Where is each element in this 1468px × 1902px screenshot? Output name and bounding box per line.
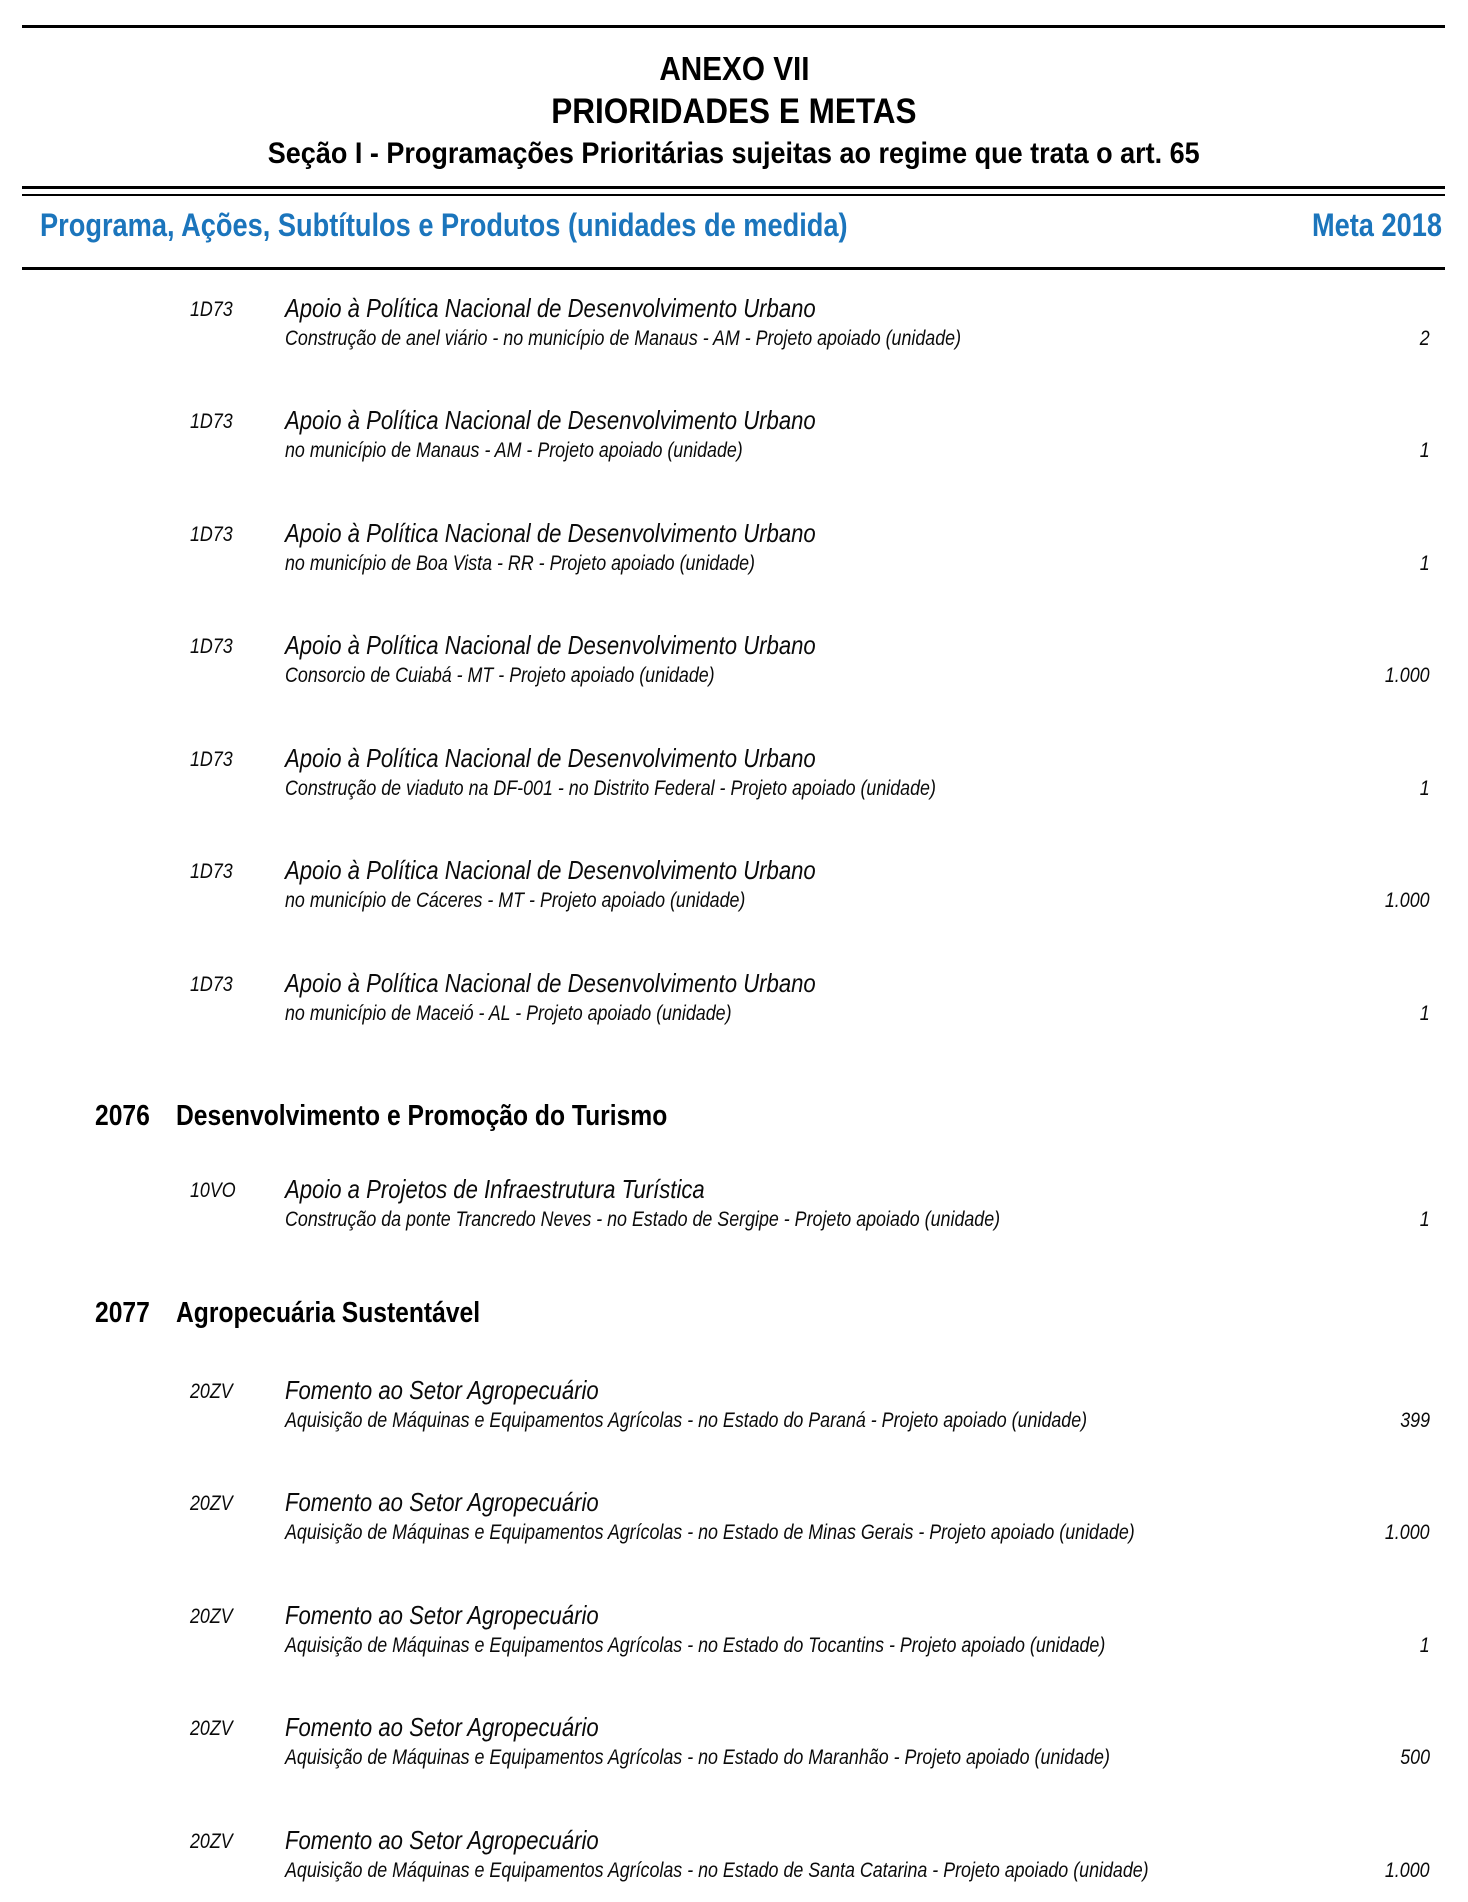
annex-subtitle-text: PRIORIDADES E METAS [551, 92, 917, 131]
meta-value [1377, 663, 1430, 689]
subtitle-row [0, 663, 1468, 689]
action-title-text: Apoio à Política Nacional de Desenvolvimento Urbano [285, 293, 816, 323]
action-code-text: 1D73 [190, 748, 233, 771]
meta-value-text: 1.000 [1385, 1521, 1430, 1544]
action-code [190, 298, 240, 322]
action-code [190, 1380, 240, 1404]
subtitle-text-inner: Construção de anel viário - no município de Manaus - AM - Projeto apoiado (unidade) [285, 327, 962, 350]
annex-title [0, 50, 1468, 88]
action-code-text: 1D73 [190, 298, 233, 321]
action-title-text: Apoio à Política Nacional de Desenvolvimento Urbano [285, 968, 816, 998]
meta-value-text: 399 [1400, 1409, 1430, 1432]
subtitle-text [285, 663, 790, 689]
subtitle-row [0, 1207, 1468, 1233]
action-title-text: Fomento ao Setor Agropecuário [285, 1712, 599, 1742]
subtitle-text-inner: Construção da ponte Trancredo Neves - no Estado de Sergipe - Projeto apoiado (unidade) [285, 1208, 1001, 1231]
action-title [285, 743, 909, 773]
action-title-text: Apoio a Projetos de Infraestrutura Turística [285, 1174, 705, 1204]
subtitle-text [285, 551, 838, 577]
action-code [190, 1717, 240, 1741]
action-title [285, 1174, 779, 1204]
columns-header-right: Meta 2018 [1311, 207, 1442, 243]
subtitle-text [285, 438, 824, 464]
meta-value [1418, 438, 1430, 464]
subtitle-row [0, 326, 1468, 352]
program-code [95, 1297, 160, 1329]
action-code [190, 973, 240, 997]
action-title-text: Apoio à Política Nacional de Desenvolvimento Urbano [285, 518, 816, 548]
subtitle-text-inner: Aquisição de Máquinas e Equipamentos Agrícolas - no Estado do Tocantins - Projeto apoiado (unidade) [285, 1634, 1106, 1657]
subtitle-text-inner: Aquisição de Máquinas e Equipamentos Agrícolas - no Estado do Paraná - Projeto apoiado (unidade) [285, 1409, 1088, 1432]
section-caption-text: Seção I - Programações Prioritárias sujeitas ao regime que trata o art. 65 [268, 137, 1200, 170]
action-title [285, 1712, 654, 1742]
action-title [285, 1487, 654, 1517]
subtitle-row [0, 1408, 1468, 1434]
program-code [95, 1100, 160, 1132]
subtitle-text [285, 776, 1051, 802]
action-title-text: Apoio à Política Nacional de Desenvolvimento Urbano [285, 630, 816, 660]
action-title-text: Fomento ao Setor Agropecuário [285, 1375, 599, 1405]
action-title [285, 1600, 654, 1630]
action-code [190, 1605, 240, 1629]
subtitle-text-inner: no município de Boa Vista - RR - Projeto apoiado (unidade) [285, 552, 755, 575]
subtitle-row [0, 1858, 1468, 1884]
program-code-text: 2076 [95, 1100, 150, 1132]
action-code-text: 1D73 [190, 523, 233, 546]
meta-value [1395, 1408, 1430, 1434]
subtitle-text [285, 1207, 1126, 1233]
subtitle-text [285, 1858, 1301, 1884]
meta-value-text: 1.000 [1385, 1859, 1430, 1882]
action-code [190, 523, 240, 547]
columns-header [40, 207, 1442, 244]
meta-value [1418, 1001, 1430, 1027]
meta-value-text: 1.000 [1385, 889, 1430, 912]
subtitle-text [285, 1520, 1285, 1546]
meta-value [1395, 1745, 1430, 1771]
action-title [285, 968, 909, 998]
subtitle-text [285, 888, 827, 914]
action-title [285, 405, 909, 435]
action-code-text: 10VO [190, 1179, 236, 1202]
meta-value-text: 500 [1400, 1746, 1430, 1769]
meta-value-text: 1 [1420, 439, 1430, 462]
program-label [176, 1100, 754, 1132]
program-label-text: Agropecuária Sustentável [176, 1297, 481, 1329]
subtitle-row [0, 1745, 1468, 1771]
program-label-text: Desenvolvimento e Promoção do Turismo [176, 1100, 668, 1132]
annex-title-text: ANEXO VII [658, 50, 810, 87]
meta-value-text: 1 [1420, 1208, 1430, 1231]
meta-value [1418, 776, 1430, 802]
subtitle-row [0, 776, 1468, 802]
action-code-text: 20ZV [190, 1830, 233, 1853]
subtitle-row [0, 1001, 1468, 1027]
action-code [190, 860, 240, 884]
subtitle-text-inner: no município de Maceió - AL - Projeto apoiado (unidade) [285, 1002, 732, 1025]
meta-value [1418, 326, 1430, 352]
subtitle-text-inner: Consorcio de Cuiabá - MT - Projeto apoiado (unidade) [285, 664, 715, 687]
top-rule [22, 25, 1445, 28]
action-code-text: 1D73 [190, 635, 233, 658]
action-title-text: Fomento ao Setor Agropecuário [285, 1487, 599, 1517]
meta-value [1418, 551, 1430, 577]
annex-subtitle [0, 92, 1468, 132]
subtitle-row [0, 1633, 1468, 1659]
double-rule [22, 186, 1445, 196]
meta-value [1377, 888, 1430, 914]
meta-value [1418, 1207, 1430, 1233]
action-code [190, 1830, 240, 1854]
action-code [190, 1492, 240, 1516]
subtitle-text-inner: no município de Manaus - AM - Projeto apoiado (unidade) [285, 439, 743, 462]
columns-header-rule [22, 267, 1445, 270]
meta-value-text: 1 [1420, 552, 1430, 575]
subtitle-text-inner: Aquisição de Máquinas e Equipamentos Agrícolas - no Estado do Maranhão - Projeto apoiado (unidade) [285, 1746, 1110, 1769]
subtitle-row [0, 1520, 1468, 1546]
action-code [190, 1179, 244, 1203]
action-code [190, 748, 240, 772]
section-caption [0, 137, 1468, 171]
action-title [285, 518, 909, 548]
action-title [285, 1375, 654, 1405]
action-title-text: Apoio à Política Nacional de Desenvolvimento Urbano [285, 855, 816, 885]
program-code-text: 2077 [95, 1297, 150, 1329]
action-code [190, 635, 240, 659]
action-title-text: Apoio à Política Nacional de Desenvolvimento Urbano [285, 405, 816, 435]
action-title-text: Fomento ao Setor Agropecuário [285, 1600, 599, 1630]
meta-value-text: 2 [1420, 327, 1430, 350]
subtitle-text [285, 1408, 1229, 1434]
action-title [285, 855, 909, 885]
program-label [176, 1297, 534, 1329]
subtitle-text-inner: Aquisição de Máquinas e Equipamentos Agrícolas - no Estado de Santa Catarina - Projeto apoiado (unidade) [285, 1859, 1149, 1882]
action-title-text: Apoio à Política Nacional de Desenvolvimento Urbano [285, 743, 816, 773]
action-title [285, 630, 909, 660]
action-title-text: Fomento ao Setor Agropecuário [285, 1825, 599, 1855]
action-code-text: 20ZV [190, 1605, 233, 1628]
subtitle-text [285, 326, 1080, 352]
subtitle-text-inner: Aquisição de Máquinas e Equipamentos Agrícolas - no Estado de Minas Gerais - Projeto apoiado (unidade) [285, 1521, 1135, 1544]
subtitle-text [285, 1633, 1250, 1659]
subtitle-text [285, 1745, 1256, 1771]
meta-value-text: 1 [1420, 1634, 1430, 1657]
action-code-text: 1D73 [190, 973, 233, 996]
meta-value-text: 1.000 [1385, 664, 1430, 687]
action-code [190, 410, 240, 434]
action-code-text: 20ZV [190, 1492, 233, 1515]
subtitle-row [0, 551, 1468, 577]
action-code-text: 20ZV [190, 1380, 233, 1403]
action-code-text: 1D73 [190, 410, 233, 433]
meta-value-text: 1 [1420, 777, 1430, 800]
action-code-text: 20ZV [190, 1717, 233, 1740]
columns-header-left: Programa, Ações, Subtítulos e Produtos (unidades de medida) [40, 207, 848, 243]
action-title [285, 293, 909, 323]
meta-value-text: 1 [1420, 1002, 1430, 1025]
subtitle-text [285, 1001, 810, 1027]
subtitle-row [0, 888, 1468, 914]
subtitle-row [0, 438, 1468, 464]
meta-value [1418, 1633, 1430, 1659]
meta-value [1377, 1520, 1430, 1546]
meta-value [1377, 1858, 1430, 1884]
subtitle-text-inner: Construção de viaduto na DF-001 - no Distrito Federal - Projeto apoiado (unidade) [285, 777, 936, 800]
action-code-text: 1D73 [190, 860, 233, 883]
action-title [285, 1825, 654, 1855]
subtitle-text-inner: no município de Cáceres - MT - Projeto apoiado (unidade) [285, 889, 746, 912]
